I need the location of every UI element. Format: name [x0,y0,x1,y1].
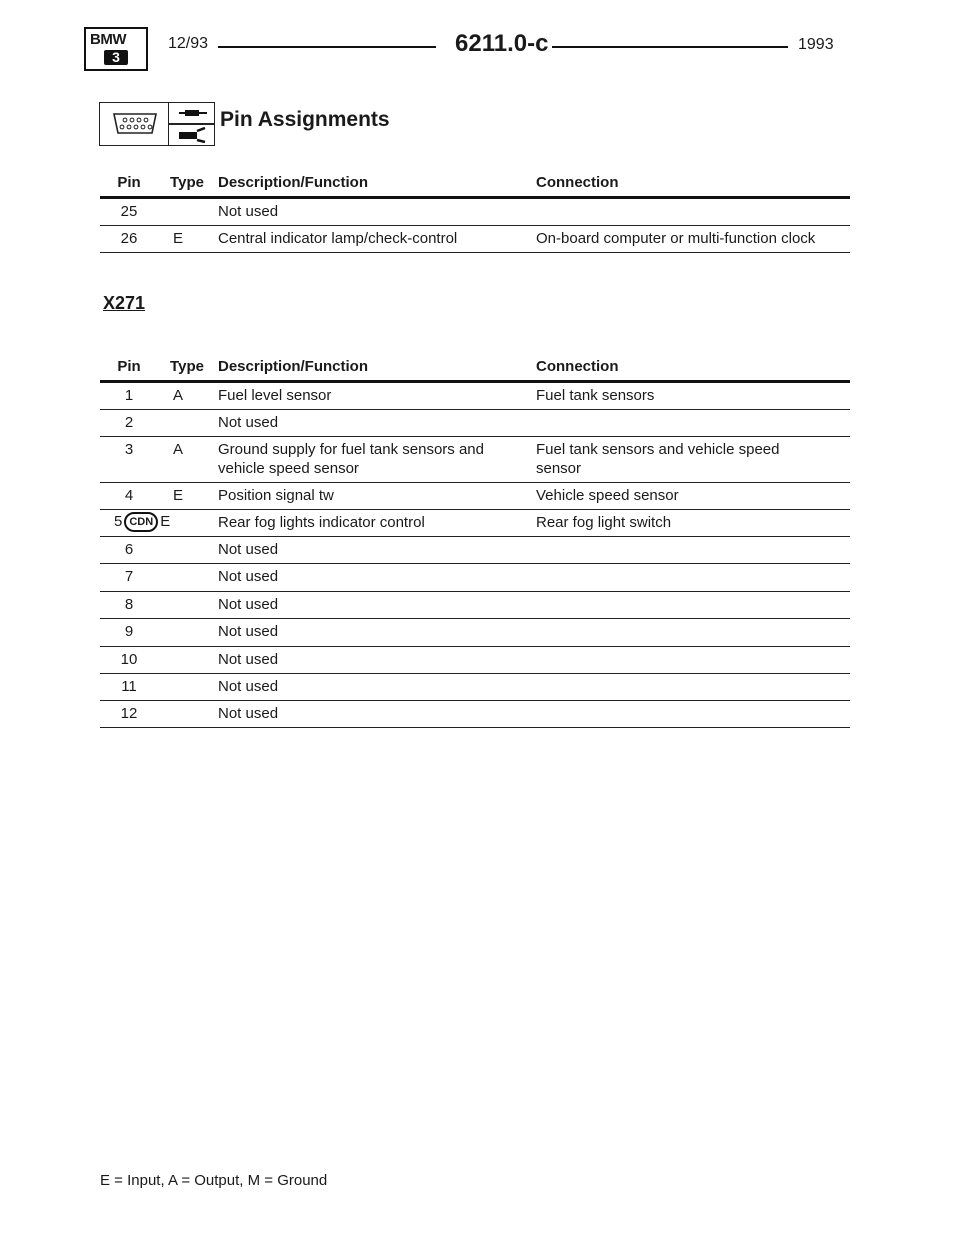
table-row [100,383,850,410]
pin-number: 2 [124,414,134,431]
pin-type: E [172,230,183,247]
pin-description: Not used [218,203,279,220]
pin-description: Not used [218,568,279,585]
bmw-3-series-logo [84,27,148,71]
pin-description: Fuel level sensor [218,387,332,404]
pin-description: Not used [218,541,279,558]
connector-label: X271 [103,293,146,313]
pin-description: Not used [218,623,279,640]
header-connection: Connection [536,174,619,191]
table-row [100,226,850,253]
pin-number-with-badge [114,512,184,532]
document-code: 6211.0-c [455,30,549,57]
cdn-badge: CDN [124,512,158,532]
pin-type: A [172,387,183,404]
header-type: Type [170,174,204,191]
page-title: Pin Assignments [220,108,390,131]
table-row [100,537,850,564]
pin-description: Not used [218,651,279,668]
pin-table-x271 [100,358,850,728]
logo-model-badge: 3 [104,50,128,65]
pin-number: 26 [120,230,138,247]
pin-number: 1 [124,387,134,404]
table-row [100,410,850,437]
table-row [100,647,850,674]
table-row [100,564,850,592]
pin-description: Not used [218,705,279,722]
pin-socket-icon [168,102,215,146]
pin-description: Not used [218,596,279,613]
pin-description: Ground supply for fuel tank sensors and vehicle speed sensor [218,441,484,477]
pin-number: 4 [124,487,134,504]
pin-connection: Vehicle speed sensor [536,487,679,504]
table-row [100,592,850,619]
header-pin: Pin [117,358,141,375]
pin-number: 9 [124,623,134,640]
header-description: Description/Function [218,174,368,191]
table-row [100,510,850,537]
table-row [100,674,850,701]
header-connection: Connection [536,358,619,375]
pin-connection: Fuel tank sensors and vehicle speed sensor [536,441,780,477]
pin-number: 3 [124,441,134,458]
pin-number: 11 [121,678,137,695]
table-row [100,437,850,483]
table-row [100,483,850,510]
pin-number: 7 [124,568,134,585]
pin-connection: Fuel tank sensors [536,387,655,404]
pin-type: E [160,513,171,530]
table-row [100,619,850,647]
table-row [100,701,850,728]
pin-number: 10 [120,651,138,668]
header-date: 12/93 [168,35,209,52]
pin-number: 8 [124,596,134,613]
header-rule-right [552,46,788,48]
table-header [100,174,850,196]
header-description: Description/Function [218,358,368,375]
table-row [100,199,850,226]
header-year: 1993 [798,36,834,53]
pin-description: Position signal tw [218,487,334,504]
pin-description: Rear fog lights indicator control [218,514,425,531]
pin-number: 12 [120,705,138,722]
table-header [100,358,850,380]
pin-description: Central indicator lamp/check-control [218,230,458,247]
pin-type: A [172,441,183,458]
header-pin: Pin [117,174,141,191]
pin-number: 25 [120,203,138,220]
connector-icon [99,102,169,146]
pin-type: E [172,487,183,504]
type-legend: E = Input, A = Output, M = Ground [100,1172,328,1189]
pin-description: Not used [218,414,279,431]
pin-connection: Rear fog light switch [536,514,672,531]
pin-number: 5 [114,513,123,530]
header-rule-left [218,46,436,48]
logo-brand-text: BMW [90,31,126,48]
pin-description: Not used [218,678,279,695]
pin-table-continued [100,174,850,253]
header-type: Type [170,358,204,375]
pin-connection: On-board computer or multi-function clock [536,230,816,247]
pin-number: 6 [124,541,134,558]
